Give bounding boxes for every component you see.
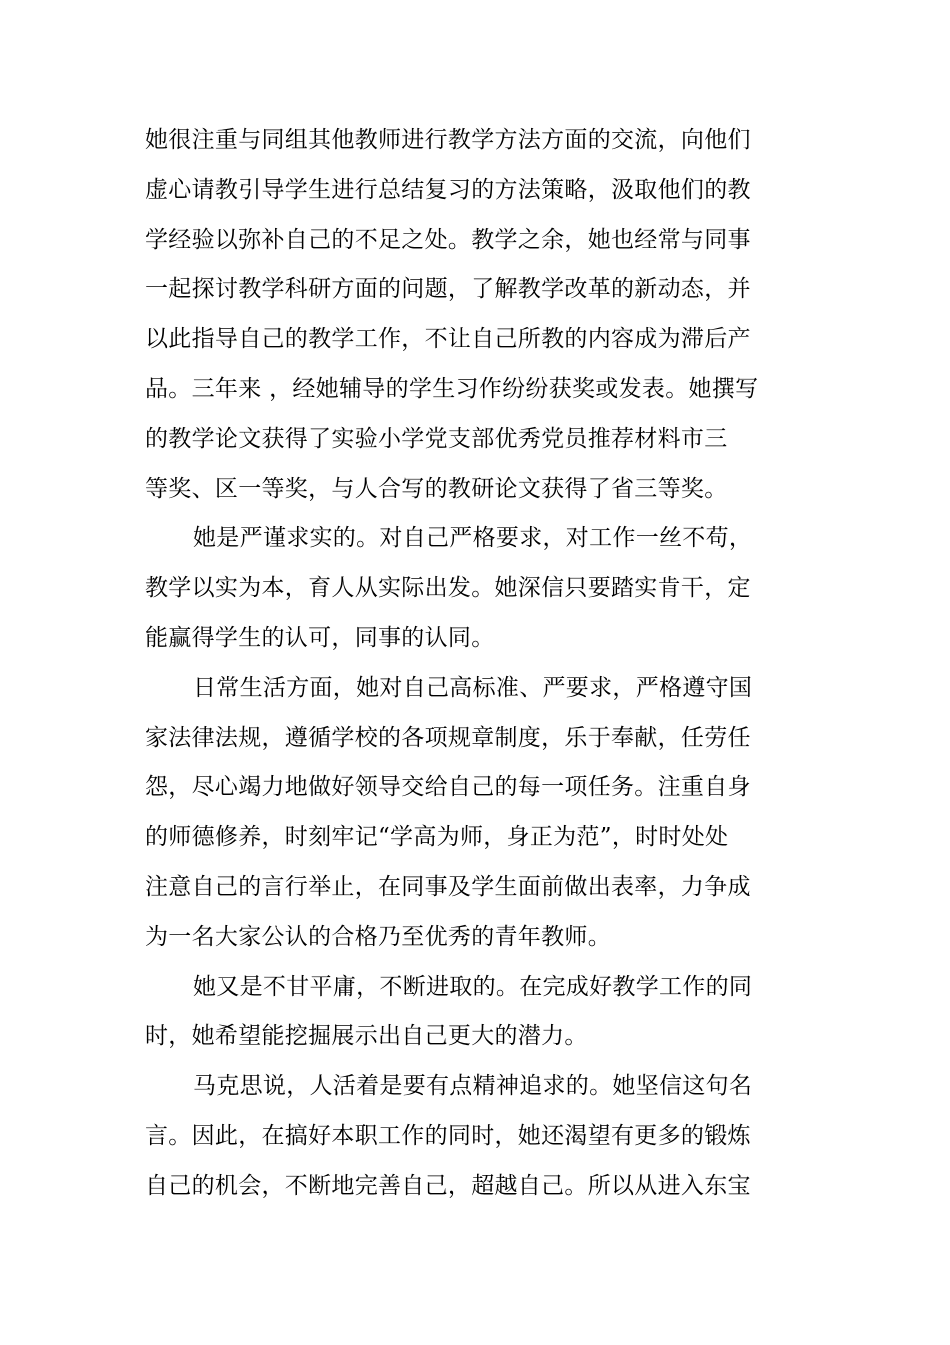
text-line: 注意自己的言行举止，在同事及学生面前做出表率，力争成 [145, 873, 751, 900]
body-text [145, 116, 759, 1212]
text-line: 学经验以弥补自己的不足之处。教学之余，她也经常与同事 [145, 226, 751, 253]
text-line: 为一名大家公认的合格乃至优秀的青年教师。 [145, 923, 611, 950]
text-line: 品。三年来 ，经她辅导的学生习作纷纷获奖或发表。她撰写 [145, 375, 759, 402]
text-line: 以此指导自己的教学工作，不让自己所教的内容成为滞后产 [145, 326, 751, 353]
text-line: 虚心请教引导学生进行总结复习的方法策略，汲取他们的教 [145, 176, 751, 203]
text-line: 的师德修养，时刻牢记“学高为师，身正为范”，时时处处 [145, 824, 729, 851]
text-line: 她很注重与同组其他教师进行教学方法方面的交流，向他们 [145, 127, 751, 153]
text-line: 等奖、区一等奖，与人合写的教研论文获得了省三等奖。 [145, 475, 728, 502]
text-line: 的教学论文获得了实验小学党支部优秀党员推荐材料市三 [145, 425, 728, 452]
text-line: 时，她希望能挖掘展示出自己更大的潜力。 [145, 1023, 588, 1050]
paragraph-first-line: 她是严谨求实的。对自己严格要求，对工作一丝不苟， [193, 525, 753, 552]
text-line: 家法律法规，遵循学校的各项规章制度，乐于奉献，任劳任 [145, 724, 751, 751]
text-line: 教学以实为本，育人从实际出发。她深信只要踏实肯干，定 [145, 575, 751, 602]
text-line: 自己的机会，不断地完善自己，超越自己。所以从进入东宝 [145, 1172, 751, 1199]
paragraph-first-line: 马克思说，人活着是要有点精神追求的。她坚信这句名 [193, 1073, 753, 1100]
paragraph-first-line: 她又是不甘平庸，不断进取的。在完成好教学工作的同 [193, 973, 753, 1000]
text-line: 言。因此，在搞好本职工作的同时，她还渴望有更多的锻炼 [145, 1122, 751, 1149]
text-line: 一起探讨教学科研方面的问题，了解教学改革的新动态，并 [145, 276, 751, 303]
paragraph-first-line: 日常生活方面，她对自己高标准、严要求，严格遵守国 [193, 674, 753, 701]
text-line: 能赢得学生的认可，同事的认同。 [145, 624, 495, 651]
text-line: 怨，尽心竭力地做好领导交给自己的每一项任务。注重自身 [145, 774, 751, 801]
